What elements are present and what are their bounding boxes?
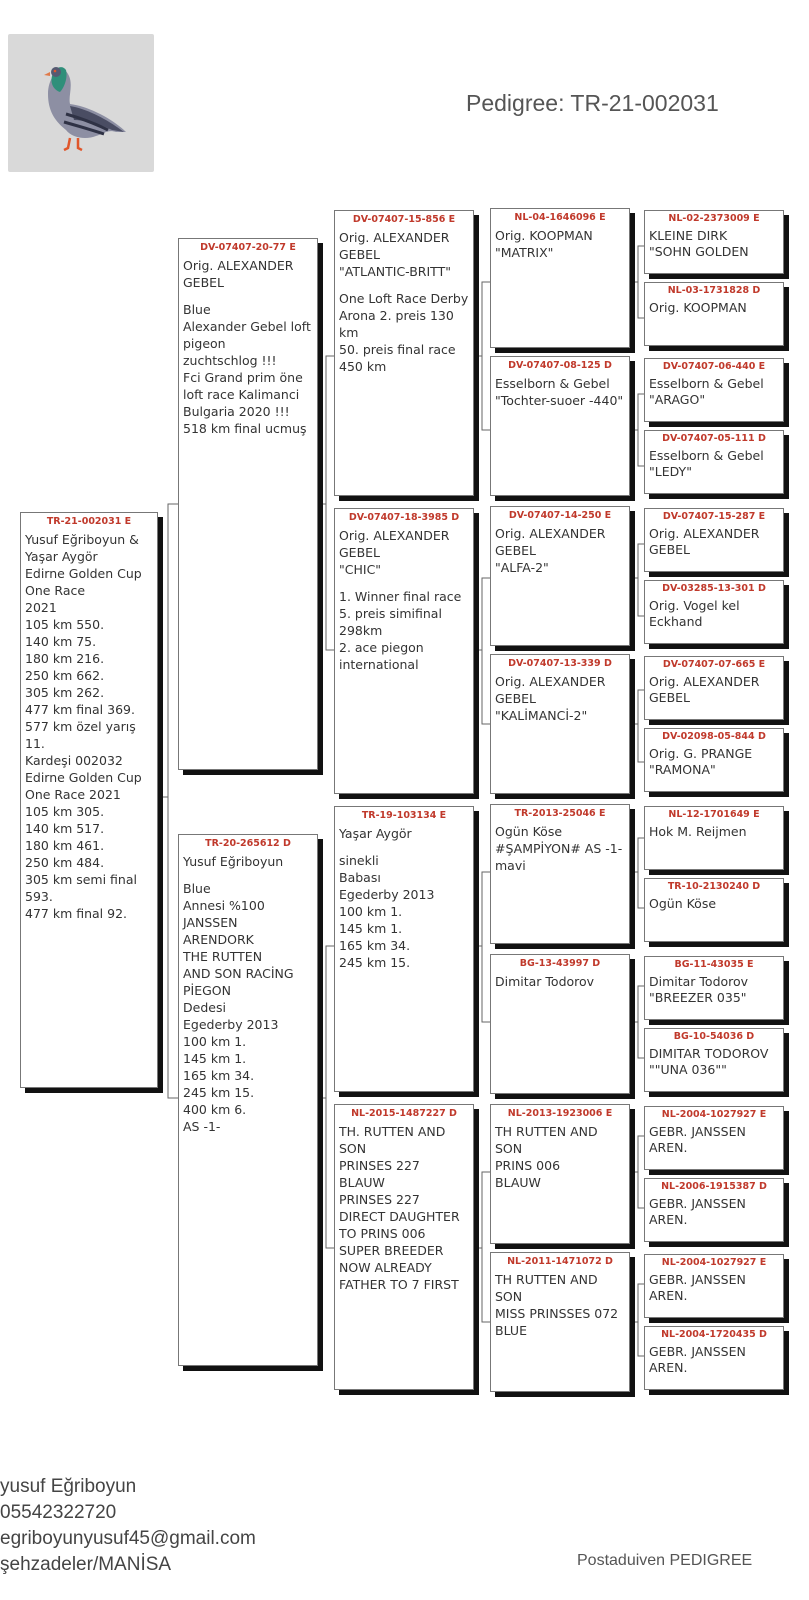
pigeon-card-c9[interactable]	[490, 356, 630, 496]
pigeon-info-line: Arona 2. preis 130	[339, 308, 454, 323]
pigeon-info-line: zuchtschlog !!!	[183, 353, 277, 368]
pigeon-card-c1[interactable]	[20, 512, 158, 1088]
pigeon-info-line: Babası	[339, 870, 381, 885]
pigeon-info-line: 450 km	[339, 359, 387, 374]
ring-number: DV-07407-05-111 D	[662, 433, 766, 444]
pigeon-info-line: Yaşar Aygör	[25, 549, 98, 564]
ring-number: DV-07407-15-856 E	[352, 214, 456, 225]
owner-phone[interactable]: 05542322720	[0, 1502, 117, 1523]
pigeon-info-line: Esselborn & Gebel	[649, 448, 764, 463]
pigeon-info-line: Blue	[183, 302, 211, 317]
ring-number: BG-11-43035 E	[674, 959, 754, 970]
ring-number: TR-19-103134 E	[361, 810, 447, 821]
pigeon-card-c14[interactable]	[490, 1104, 630, 1244]
pigeon-info-line: #ŞAMPİYON# AS -1-	[495, 841, 623, 856]
pigeon-card-c25[interactable]	[644, 878, 784, 942]
pigeon-info-line: GEBR. JANSSEN	[649, 1344, 746, 1359]
pigeon-info-line: BLAUW	[495, 1175, 541, 1190]
pigeon-card-c18[interactable]	[644, 358, 784, 422]
pigeon-info-line: "RAMONA"	[649, 762, 716, 777]
brand-label: Postaduiven PEDIGREE	[577, 1552, 753, 1569]
pigeon-info-line: 245 km 15.	[339, 955, 411, 970]
spacer	[339, 578, 469, 588]
pigeon-info-line: 165 km 34.	[339, 938, 411, 953]
pigeon-info-line: Alexander Gebel loft	[183, 319, 311, 334]
pigeon-info-line: NOW ALREADY	[339, 1260, 432, 1275]
pigeon-info-line: Ogün Köse	[649, 896, 717, 911]
ring-number: DV-07407-14-250 E	[508, 510, 612, 521]
pigeon-info-line: Edirne Golden Cup	[25, 566, 142, 581]
ring-number: TR-10-2130240 D	[667, 881, 761, 892]
pigeon-info-line: "LEDY"	[649, 464, 692, 479]
pigeon-info-line: Orig. Vogel kel	[649, 598, 740, 613]
pigeon-info-line: SON	[495, 1289, 523, 1304]
pigeon-card-c26[interactable]	[644, 956, 784, 1020]
ring-number: NL-2011-1471072 D	[507, 1256, 613, 1267]
pigeon-card-c23[interactable]	[644, 728, 784, 792]
pigeon-info-line: One Race 2021	[25, 787, 121, 802]
pigeon-info-line: PRINSES 227	[339, 1158, 420, 1173]
pigeon-info-line: Fci Grand prim öne	[183, 370, 303, 385]
pigeon-info-line: ARENDORK	[183, 932, 254, 947]
pigeon-info-line: BLUE	[495, 1323, 527, 1338]
pigeon-info-line: DIMITAR TODOROV	[649, 1046, 769, 1061]
pigeon-info-line: GEBEL	[339, 545, 381, 560]
pigeon-info-line: 593.	[25, 889, 53, 904]
ring-number: DV-03285-13-301 D	[662, 583, 766, 594]
pigeon-info-line: 145 km 1.	[339, 921, 403, 936]
pigeon-info-line: TH RUTTEN AND	[495, 1272, 598, 1287]
ring-number: NL-2004-1027927 E	[661, 1257, 767, 1268]
pigeon-info-line: SON	[495, 1141, 523, 1156]
pigeon-card-c11[interactable]	[490, 654, 630, 794]
pigeon-info-line: GEBR. JANSSEN	[649, 1196, 746, 1211]
pigeon-info-line: Orig. ALEXANDER	[649, 674, 760, 689]
pigeon-info-line: One Race	[25, 583, 86, 598]
pigeon-info-line: 250 km 484.	[25, 855, 105, 870]
pigeon-card-c31[interactable]	[644, 1326, 784, 1390]
pigeon-info-line: Edirne Golden Cup	[25, 770, 142, 785]
pigeon-info-line: Orig. KOOPMAN	[649, 300, 747, 315]
pigeon-info-line: 577 km özel yarış	[25, 719, 136, 734]
pigeon-card-c12[interactable]	[490, 804, 630, 944]
pigeon-info-line: PRINS 006	[495, 1158, 561, 1173]
pigeon-info-line: JANSSEN	[183, 915, 238, 930]
pigeon-info-line: TH. RUTTEN AND	[339, 1124, 446, 1139]
pigeon-info-line: GEBEL	[495, 543, 537, 558]
ring-number: NL-2004-1027927 E	[661, 1109, 767, 1120]
pigeon-info-line: 5. preis simifinal	[339, 606, 442, 621]
pigeon-card-c15[interactable]	[490, 1252, 630, 1392]
pigeon-card-c21[interactable]	[644, 580, 784, 644]
pigeon-info-line: 180 km 216.	[25, 651, 105, 666]
spacer	[183, 870, 313, 880]
ring-number: DV-02098-05-844 D	[662, 731, 766, 742]
pigeon-info-line: 11.	[25, 736, 45, 751]
pigeon-info-line: km	[339, 325, 359, 340]
pigeon-info-line: Yusuf Eğriboyun &	[25, 532, 139, 547]
pigeon-info-line: "ARAGO"	[649, 392, 706, 407]
ring-number: NL-2013-1923006 E	[507, 1108, 613, 1119]
ring-number: NL-12-1701649 E	[668, 809, 760, 820]
pigeon-info-line: international	[339, 657, 419, 672]
pigeon-info-line: 245 km 15.	[183, 1085, 255, 1100]
pigeon-info-line: 2021	[25, 600, 57, 615]
pigeon-info-line: Orig. ALEXANDER	[339, 230, 450, 245]
pigeon-card-c7[interactable]	[334, 1104, 474, 1390]
ring-number: DV-07407-15-287 E	[662, 511, 766, 522]
pigeon-info-line: GEBR. JANSSEN	[649, 1124, 746, 1139]
page-title: Pedigree: TR-21-002031	[466, 90, 719, 116]
pigeon-info-line: Orig. ALEXANDER	[495, 674, 606, 689]
pigeon-card-c16[interactable]	[644, 210, 784, 274]
pigeon-info-line: Yaşar Aygör	[339, 826, 412, 841]
pigeon-info-line: GEBR. JANSSEN	[649, 1272, 746, 1287]
pigeon-info-line: 105 km 550.	[25, 617, 105, 632]
pigeon-info-line: 145 km 1.	[183, 1051, 247, 1066]
pigeon-info-line: AS -1-	[183, 1119, 221, 1134]
pigeon-info-line: 518 km final ucmuş	[183, 421, 307, 436]
pigeon-info-line: 165 km 34.	[183, 1068, 255, 1083]
pigeon-info-line: 50. preis final race	[339, 342, 456, 357]
pigeon-info-line: TH RUTTEN AND	[495, 1124, 598, 1139]
pigeon-card-c19[interactable]	[644, 430, 784, 494]
pigeon-info-line: SON	[339, 1141, 367, 1156]
pigeon-info-line: 1. Winner final race	[339, 589, 462, 604]
pigeon-info-line: "ALFA-2"	[495, 560, 549, 575]
pigeon-card-c20[interactable]	[644, 508, 784, 572]
pigeon-info-line: AREN.	[649, 1140, 688, 1155]
pigeon-card-c4[interactable]	[334, 210, 474, 496]
owner-name: yusuf Eğriboyun	[0, 1476, 137, 1497]
pigeon-info-line: "SOHN GOLDEN	[649, 244, 749, 259]
pigeon-info-line: 100 km 1.	[339, 904, 403, 919]
pigeon-card-c30[interactable]	[644, 1254, 784, 1318]
pigeon-info-line: THE RUTTEN	[183, 949, 263, 964]
pigeon-info-line: 100 km 1.	[183, 1034, 247, 1049]
pigeon-info-line: AREN.	[649, 1212, 688, 1227]
pigeon-info-line: TO PRINS 006	[339, 1226, 426, 1241]
pigeon-info-line: GEBEL	[183, 275, 225, 290]
pigeon-info-line: AND SON RACİNG	[183, 966, 294, 981]
pigeon-info-line: BLAUW	[339, 1175, 385, 1190]
pigeon-info-line: Orig. KOOPMAN	[495, 228, 593, 243]
pigeon-info-line: sinekli	[339, 853, 379, 868]
ring-number: TR-20-265612 D	[205, 838, 291, 849]
pigeon-info-line: 477 km final 92.	[25, 906, 128, 921]
ring-number: NL-02-2373009 E	[668, 213, 760, 224]
pigeon-card-c2[interactable]	[178, 238, 318, 770]
ring-number: BG-13-43997 D	[519, 958, 601, 969]
pigeon-info-line: 105 km 305.	[25, 804, 105, 819]
ring-number: NL-2015-1487227 D	[351, 1108, 457, 1119]
pigeon-info-line: Ogün Köse	[495, 824, 563, 839]
ring-number: NL-2004-1720435 D	[661, 1329, 767, 1340]
pigeon-info-line: Orig. G. PRANGE	[649, 746, 753, 761]
pigeon-info-line: GEBEL	[339, 247, 381, 262]
pigeon-card-c3[interactable]	[178, 834, 318, 1366]
pigeon-info-line: PRINSES 227	[339, 1192, 420, 1207]
ring-number: DV-07407-13-339 D	[508, 658, 612, 669]
pigeon-card-c17[interactable]	[644, 282, 784, 346]
pigeon-info-line: 2. ace piegon	[339, 640, 424, 655]
pigeon-info-line: "CHIC"	[339, 562, 382, 577]
pigeon-info-line: Blue	[183, 881, 211, 896]
pigeon-card-c8[interactable]	[490, 208, 630, 348]
pigeon-card-c28[interactable]	[644, 1106, 784, 1170]
pigeon-info-line: Orig. ALEXANDER	[495, 526, 606, 541]
pigeon-info-line: "ATLANTIC-BRITT"	[339, 264, 451, 279]
pigeon-info-line: 400 km 6.	[183, 1102, 247, 1117]
pigeon-info-line: 305 km semi final	[25, 872, 137, 887]
pigeon-info-line: "BREEZER 035"	[649, 990, 747, 1005]
pigeon-info-line: Eckhand	[649, 614, 703, 629]
pigeon-card-c24[interactable]	[644, 806, 784, 870]
ring-number: DV-07407-06-440 E	[662, 361, 766, 372]
pigeon-info-line: 140 km 75.	[25, 634, 97, 649]
pigeon-info-line: DIRECT DAUGHTER	[339, 1209, 460, 1224]
pigeon-card-c22[interactable]	[644, 656, 784, 720]
pigeon-info-line: mavi	[495, 858, 526, 873]
pigeon-info-line: ""UNA 036""	[649, 1062, 727, 1077]
ring-number: DV-07407-18-3985 D	[348, 512, 460, 523]
pigeon-card-c6[interactable]	[334, 806, 474, 1092]
pigeon-card-c13[interactable]	[490, 954, 630, 1094]
pigeon-info-line: Egederby 2013	[183, 1017, 279, 1032]
pigeon-info-line: Annesi %100	[183, 898, 265, 913]
pigeon-info-line: Esselborn & Gebel	[495, 376, 610, 391]
pigeon-info-line: 477 km final 369.	[25, 702, 135, 717]
ring-number: NL-04-1646096 E	[514, 212, 606, 223]
pigeon-info-line: 180 km 461.	[25, 838, 105, 853]
pigeon-card-c5[interactable]	[334, 508, 474, 794]
pigeon-info-line: Dimitar Todorov	[649, 974, 749, 989]
pigeon-info-line: SUPER BREEDER	[339, 1243, 444, 1258]
spacer	[339, 842, 469, 852]
ring-number: TR-21-002031 E	[46, 516, 132, 527]
pigeon-info-line: KLEINE DIRK	[649, 228, 728, 243]
pigeon-info-line: AREN.	[649, 1360, 688, 1375]
pigeon-info-line: One Loft Race Derby	[339, 291, 469, 306]
pigeon-info-line: FATHER TO 7 FIRST	[339, 1277, 459, 1292]
pigeon-info-line: Dimitar Todorov	[495, 974, 595, 989]
pigeon-card-c27[interactable]	[644, 1028, 784, 1092]
ring-number: NL-2006-1915387 D	[661, 1181, 767, 1192]
spacer	[183, 291, 313, 301]
pigeon-info-line: Esselborn & Gebel	[649, 376, 764, 391]
ring-number: DV-07407-07-665 E	[662, 659, 766, 670]
pigeon-info-line: Dedesi	[183, 1000, 226, 1015]
pigeon-info-line: "Tochter-suoer -440"	[495, 393, 624, 408]
pigeon-info-line: AREN.	[649, 1288, 688, 1303]
owner-email[interactable]: egriboyunyusuf45@gmail.com	[0, 1528, 256, 1549]
pigeon-info-line: Orig. ALEXANDER	[339, 528, 450, 543]
pigeon-info-line: loft race Kalimanci	[183, 387, 300, 402]
pigeon-info-line: PİEGON	[183, 983, 231, 998]
pigeon-info-line: pigeon	[183, 336, 226, 351]
owner-location: şehzadeler/MANİSA	[0, 1554, 172, 1575]
ring-number: TR-2013-25046 E	[514, 808, 606, 819]
contact-info	[0, 1474, 256, 1578]
pigeon-info-line: Yusuf Eğriboyun	[183, 854, 284, 869]
pigeon-info-line: Bulgaria 2020 !!!	[183, 404, 290, 419]
pigeon-info-line: Hok M. Reijmen	[649, 824, 747, 839]
pigeon-info-line: GEBEL	[495, 691, 537, 706]
pigeon-info-line: 298km	[339, 623, 383, 638]
ring-number: NL-03-1731828 D	[667, 285, 761, 296]
pigeon-info-line: GEBEL	[649, 542, 691, 557]
spacer	[339, 280, 469, 290]
pigeon-info-line: Orig. ALEXANDER	[183, 258, 294, 273]
pigeon-card-c10[interactable]	[490, 506, 630, 646]
pigeon-info-line: "MATRIX"	[495, 245, 554, 260]
pigeon-info-line: Egederby 2013	[339, 887, 435, 902]
pigeon-info-line: 250 km 662.	[25, 668, 105, 683]
pigeon-info-line: "KALİMANCİ-2"	[495, 708, 588, 723]
ring-number: DV-07407-20-77 E	[200, 242, 296, 253]
pigeon-info-line: GEBEL	[649, 690, 691, 705]
pigeon-info-line: 140 km 517.	[25, 821, 105, 836]
pigeon-info-line: MISS PRINSSES 072	[495, 1306, 619, 1321]
ring-number: DV-07407-08-125 D	[508, 360, 612, 371]
pigeon-info-line: 305 km 262.	[25, 685, 105, 700]
pigeon-card-c29[interactable]	[644, 1178, 784, 1242]
pigeon-info-line: Kardeşi 002032	[25, 753, 123, 768]
pigeon-info-line: Orig. ALEXANDER	[649, 526, 760, 541]
ring-number: BG-10-54036 D	[673, 1031, 755, 1042]
